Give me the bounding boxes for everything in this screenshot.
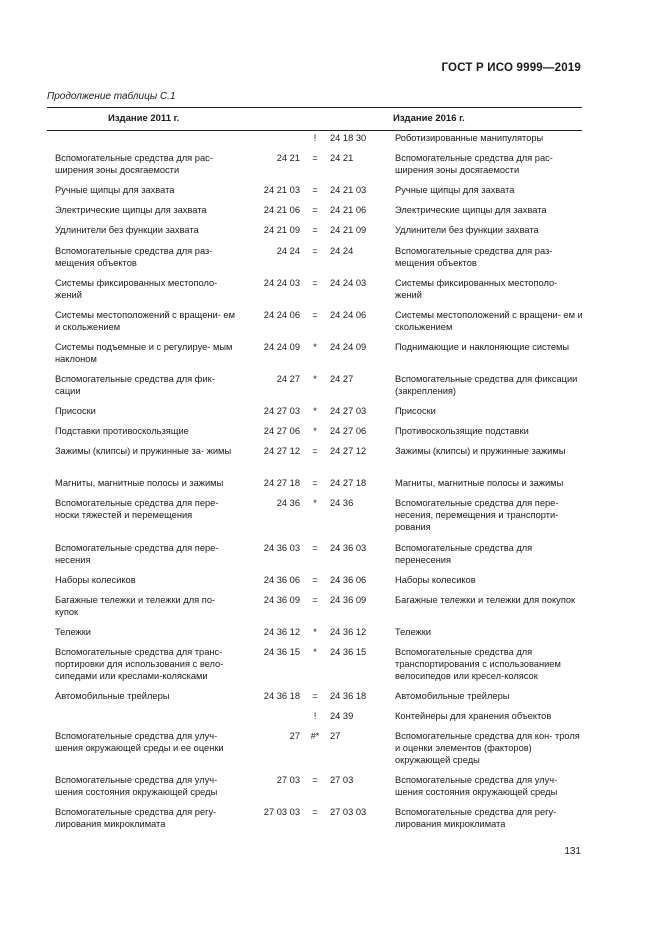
old-name-cell: Вспомогательные средства для фик- сации <box>55 373 215 396</box>
new-code-cell: 27 03 03 <box>330 807 367 818</box>
change-sign-cell: * <box>313 646 317 657</box>
new-name-cell: Удлинители без функции захвата <box>395 225 539 236</box>
table-row <box>0 730 661 766</box>
change-sign-cell: ! <box>313 133 317 143</box>
old-code-cell: 24 36 09 <box>263 594 300 605</box>
new-code-cell: 24 27 <box>330 373 354 384</box>
change-sign-cell: * <box>313 626 317 637</box>
change-sign-cell: = <box>312 309 318 320</box>
new-name-cell: Системы местоположений с вращени- ем и скольжением <box>395 309 583 332</box>
old-code-cell: 24 36 06 <box>263 574 300 585</box>
new-code-cell: 27 <box>330 731 341 742</box>
old-name-cell: Вспомогательные средства для пере- несения <box>55 542 219 565</box>
old-code-cell: 24 36 15 <box>263 646 300 657</box>
table-row <box>0 184 661 196</box>
old-name-cell: Вспомогательные средства для регу- лирования микроклимата <box>55 807 217 830</box>
new-code-cell: 24 24 09 <box>330 341 367 352</box>
old-name-cell: Зажимы (клипсы) и пружинные за- жимы <box>55 446 232 457</box>
change-sign-cell: = <box>312 807 318 818</box>
old-name-cell: Магниты, магнитные полосы и зажимы <box>55 478 224 489</box>
table-row <box>0 405 661 417</box>
old-name-cell: Автомобильные трейлеры <box>55 691 170 701</box>
new-code-cell: 24 39 <box>330 711 354 722</box>
new-name-cell: Багажные тележки и тележки для покупок <box>395 594 576 605</box>
table-row <box>0 245 661 269</box>
change-sign-cell: = <box>312 185 318 196</box>
old-code-cell: 24 27 06 <box>263 426 300 437</box>
new-code-cell: 24 27 12 <box>330 446 367 457</box>
new-name-cell: Ручные щипцы для захвата <box>395 185 515 196</box>
old-code-cell: 27 03 03 <box>263 807 300 818</box>
new-name-cell: Противоскользящие подставки <box>395 426 529 437</box>
new-name-cell: Вспомогательные средства для транспортирования с использованием велосипедов или кресел-колясок <box>395 646 561 681</box>
new-name-cell: Системы фиксированных местополо- жений <box>395 277 558 300</box>
change-sign-cell: = <box>312 594 318 605</box>
old-code-cell: 24 36 18 <box>263 691 300 701</box>
change-sign-cell: = <box>312 245 318 256</box>
new-code-cell: 24 21 09 <box>330 225 367 236</box>
old-name-cell: Системы фиксированных местополо- жений <box>55 277 218 300</box>
new-name-cell: Вспомогательные средства для улуч- шения состояния окружающей среды <box>395 775 558 798</box>
new-code-cell: 24 24 03 <box>330 277 367 288</box>
new-code-cell: 24 36 09 <box>330 594 367 605</box>
new-name-cell: Тележки <box>395 626 431 637</box>
old-name-cell: Подставки противоскользящие <box>55 426 189 437</box>
change-sign-cell: = <box>312 446 318 457</box>
table-row <box>0 224 661 236</box>
table-row <box>0 497 661 533</box>
table-row <box>0 477 661 489</box>
old-name-cell: Электрические щипцы для захвата <box>55 205 207 216</box>
table-row <box>0 373 661 397</box>
old-code-cell: 24 27 12 <box>263 446 300 457</box>
table-row <box>0 542 661 566</box>
old-code-cell: 24 24 03 <box>263 277 300 288</box>
new-code-cell: 24 21 03 <box>330 185 367 196</box>
change-sign-cell: * <box>313 426 317 437</box>
old-name-cell: Вспомогательные средства для транс- портировки для использования с вело- сипедами или креслами-колясками <box>55 646 224 681</box>
new-name-cell: Роботизированные манипуляторы <box>395 133 544 143</box>
new-code-cell: 24 36 06 <box>330 574 367 585</box>
page-number: 131 <box>564 846 581 857</box>
old-name-cell: Вспомогательные средства для улуч- шения состояния окружающей среды <box>55 775 218 798</box>
change-sign-cell: = <box>312 205 318 216</box>
table-row <box>0 204 661 216</box>
table-row <box>0 774 661 798</box>
new-code-cell: 24 21 06 <box>330 205 367 216</box>
change-sign-cell: = <box>312 153 318 164</box>
old-code-cell: 24 36 12 <box>263 626 300 637</box>
change-sign-cell: * <box>313 341 317 352</box>
new-name-cell: Вспомогательные средства для кон- троля и оценки элементов (факторов) окружающей среды <box>395 731 580 766</box>
old-name-cell: Вспомогательные средства для раз- мещения объектов <box>55 245 213 268</box>
new-name-cell: Вспомогательные средства для раз- мещения объектов <box>395 245 553 268</box>
new-code-cell: 24 36 18 <box>330 691 367 701</box>
table-row <box>0 806 661 830</box>
old-code-cell: 27 03 <box>276 775 300 786</box>
table-row <box>0 710 661 722</box>
new-name-cell: Автомобильные трейлеры <box>395 691 510 701</box>
old-code-cell: 24 27 03 <box>263 406 300 416</box>
old-code-cell: 24 21 03 <box>263 185 300 196</box>
new-name-cell: Вспомогательные средства для пере- несения, перемещения и транспорти- рования <box>395 498 559 533</box>
new-code-cell: 24 36 15 <box>330 646 367 657</box>
change-sign-cell: * <box>313 406 317 416</box>
change-sign-cell: = <box>312 542 318 553</box>
change-sign-cell: ! <box>313 711 317 722</box>
old-name-cell: Присоски <box>55 406 96 416</box>
change-sign-cell: = <box>312 574 318 585</box>
new-code-cell: 24 36 <box>330 498 354 509</box>
new-name-cell: Поднимающие и наклоняющие системы <box>395 341 570 352</box>
old-name-cell: Системы местоположений с вращени- ем и скольжением <box>55 309 235 332</box>
table-row <box>0 445 661 469</box>
new-code-cell: 24 36 03 <box>330 542 367 553</box>
old-code-cell: 24 24 06 <box>263 309 300 320</box>
new-name-cell: Вспомогательные средства для фиксации (закрепления) <box>395 373 578 396</box>
old-name-cell: Удлинители без функции захвата <box>55 225 199 236</box>
old-name-cell: Вспомогательные средства для улуч- шения окружающей среды и ее оценки <box>55 731 224 754</box>
change-sign-cell: = <box>312 277 318 288</box>
table-row <box>0 574 661 586</box>
table-caption: Продолжение таблицы С.1 <box>47 91 176 102</box>
new-code-cell: 24 24 <box>330 245 354 256</box>
change-sign-cell: = <box>312 225 318 236</box>
new-code-cell: 24 36 12 <box>330 626 367 637</box>
old-name-cell: Наборы колесиков <box>55 574 136 585</box>
old-code-cell: 24 36 <box>276 498 300 509</box>
table-row <box>0 132 661 144</box>
new-code-cell: 24 27 06 <box>330 426 367 437</box>
table-row <box>0 626 661 638</box>
old-name-cell: Тележки <box>55 626 91 637</box>
old-code-cell: 24 27 18 <box>263 478 300 489</box>
table-row <box>0 341 661 365</box>
new-code-cell: 24 27 18 <box>330 478 367 489</box>
new-code-cell: 27 03 <box>330 775 354 786</box>
old-name-cell: Системы подъемные и с регулируе- мым наклоном <box>55 341 233 364</box>
new-code-cell: 24 18 30 <box>330 133 367 143</box>
document-code: ГОСТ Р ИСО 9999—2019 <box>441 62 581 74</box>
new-code-cell: 24 24 06 <box>330 309 367 320</box>
change-sign-cell: = <box>312 478 318 489</box>
table-row <box>0 690 661 702</box>
old-code-cell: 24 24 <box>276 245 300 256</box>
new-name-cell: Магниты, магнитные полосы и зажимы <box>395 478 564 489</box>
header-edition-2016: Издание 2016 г. <box>393 113 465 124</box>
old-code-cell: 24 21 09 <box>263 225 300 236</box>
new-name-cell: Наборы колесиков <box>395 574 476 585</box>
old-name-cell: Вспомогательные средства для пере- носки тяжестей и перемещения <box>55 498 219 521</box>
change-sign-cell: = <box>312 775 318 786</box>
table-header <box>47 107 582 131</box>
change-sign-cell: = <box>312 691 318 701</box>
old-name-cell: Ручные щипцы для захвата <box>55 185 175 196</box>
table-row <box>0 309 661 333</box>
table-row <box>0 646 661 682</box>
old-code-cell: 24 21 06 <box>263 205 300 216</box>
old-code-cell: 24 36 03 <box>263 542 300 553</box>
header-edition-2011: Издание 2011 г. <box>108 113 180 124</box>
change-sign-cell: * <box>313 498 317 509</box>
old-name-cell: Вспомогательные средства для рас- ширения зоны досягаемости <box>55 153 213 176</box>
new-code-cell: 24 21 <box>330 153 354 164</box>
table-row <box>0 594 661 618</box>
new-name-cell: Присоски <box>395 406 436 416</box>
change-sign-cell: #* <box>310 731 320 742</box>
table-row <box>0 152 661 176</box>
new-name-cell: Вспомогательные средства для регу- лирования микроклимата <box>395 807 557 830</box>
new-name-cell: Электрические щипцы для захвата <box>395 205 547 216</box>
new-code-cell: 24 27 03 <box>330 406 367 416</box>
old-code-cell: 24 27 <box>276 373 300 384</box>
table-row <box>0 425 661 437</box>
old-name-cell: Багажные тележки и тележки для по- купок <box>55 594 216 617</box>
old-code-cell: 24 24 09 <box>263 341 300 352</box>
new-name-cell: Зажимы (клипсы) и пружинные зажимы <box>395 446 566 457</box>
old-code-cell: 27 <box>289 731 300 742</box>
new-name-cell: Вспомогательные средства для рас- ширения зоны досягаемости <box>395 153 553 176</box>
table-row <box>0 277 661 301</box>
old-code-cell: 24 21 <box>276 153 300 164</box>
new-name-cell: Контейнеры для хранения объектов <box>395 711 552 722</box>
new-name-cell: Вспомогательные средства для перенесения <box>395 542 533 565</box>
change-sign-cell: * <box>313 373 317 384</box>
